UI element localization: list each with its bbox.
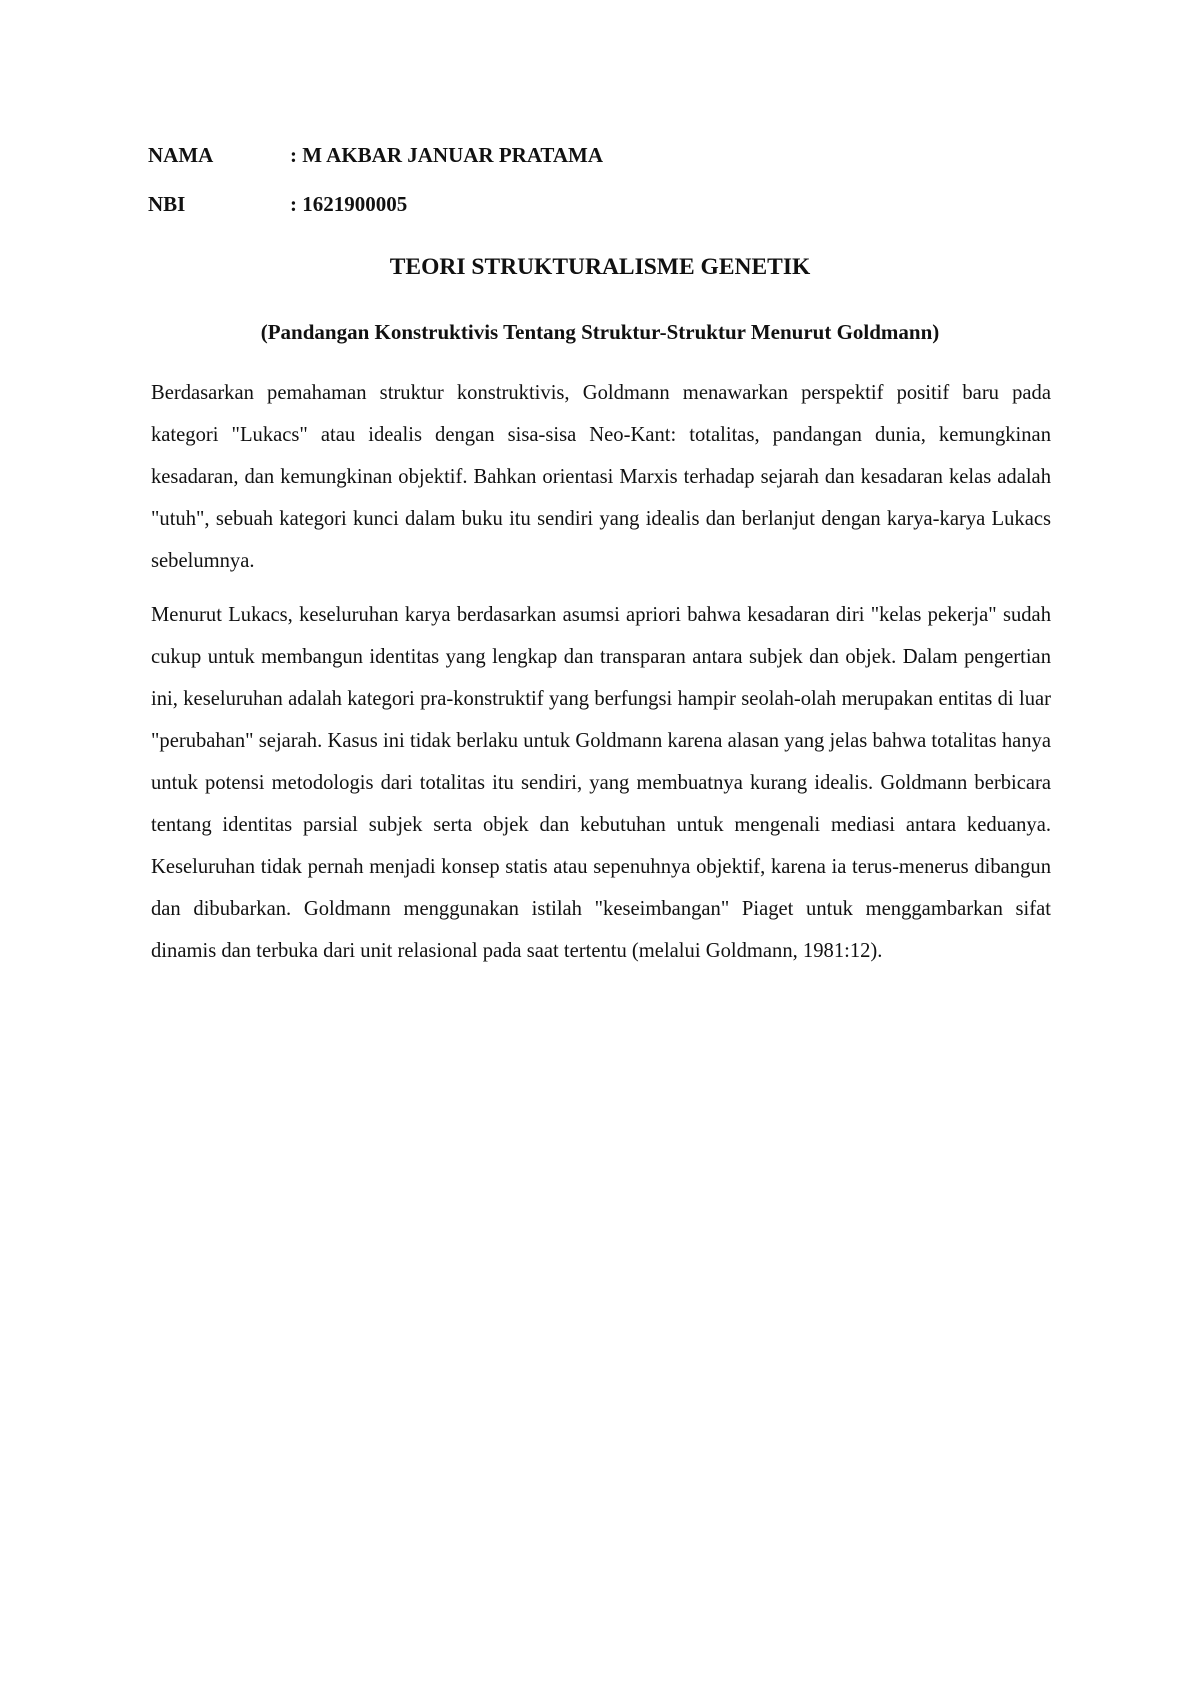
student-info bbox=[148, 144, 1048, 242]
nbi-value: : 1621900005 bbox=[290, 192, 408, 216]
name-value: : M AKBAR JANUAR PRATAMA bbox=[290, 143, 604, 167]
paragraph-1: Berdasarkan pemahaman struktur konstruktivis, Goldmann menawarkan perspektif positif baru pada kategori "Lukacs" atau idealis dengan sisa-sisa Neo-Kant: totalitas, pandangan dunia, kemungkinan kesadaran, dan kemungkinan objektif. Bahkan orientasi Marxis terhadap sejarah dan kesadaran kelas adalah "utuh", sebuah kategori kunci dalam buku itu sendiri yang idealis dan berlanjut dengan karya-karya Lukacs sebelumnya. bbox=[151, 382, 1051, 572]
name-label: NAMA bbox=[148, 143, 214, 167]
document-body bbox=[151, 372, 1051, 984]
name-row bbox=[148, 144, 1048, 166]
paragraph-2: Menurut Lukacs, keseluruhan karya berdasarkan asumsi apriori bahwa kesadaran diri "kelas pekerja" sudah cukup untuk membangun identitas yang lengkap dan transparan antara subjek dan objek. Dalam pengertian ini, keseluruhan adalah kategori pra-konstruktif yang berfungsi hampir seolah-olah merupakan entitas di luar "perubahan" sejarah. Kasus ini tidak berlaku untuk Goldmann karena alasan yang jelas bahwa totalitas hanya untuk potensi metodologis dari totalitas itu sendiri, yang membuatnya kurang idealis. Goldmann berbicara tentang identitas parsial subjek serta objek dan kebutuhan untuk mengenali mediasi antara keduanya. Keseluruhan tidak pernah menjadi konsep statis atau sepenuhnya objektif, karena ia terus-menerus dibangun dan dibubarkan. Goldmann menggunakan istilah "keseimbangan" Piaget untuk menggambarkan sifat dinamis dan terbuka dari unit relasional pada saat tertentu (melalui Goldmann, 1981:12). bbox=[151, 604, 1051, 962]
nbi-row bbox=[148, 193, 1048, 215]
nbi-label: NBI bbox=[148, 192, 186, 216]
document-subtitle: (Pandangan Konstruktivis Tentang Struktur-Struktur Menurut Goldmann) bbox=[260, 320, 940, 344]
document-title: TEORI STRUKTURALISME GENETIK bbox=[389, 254, 811, 280]
